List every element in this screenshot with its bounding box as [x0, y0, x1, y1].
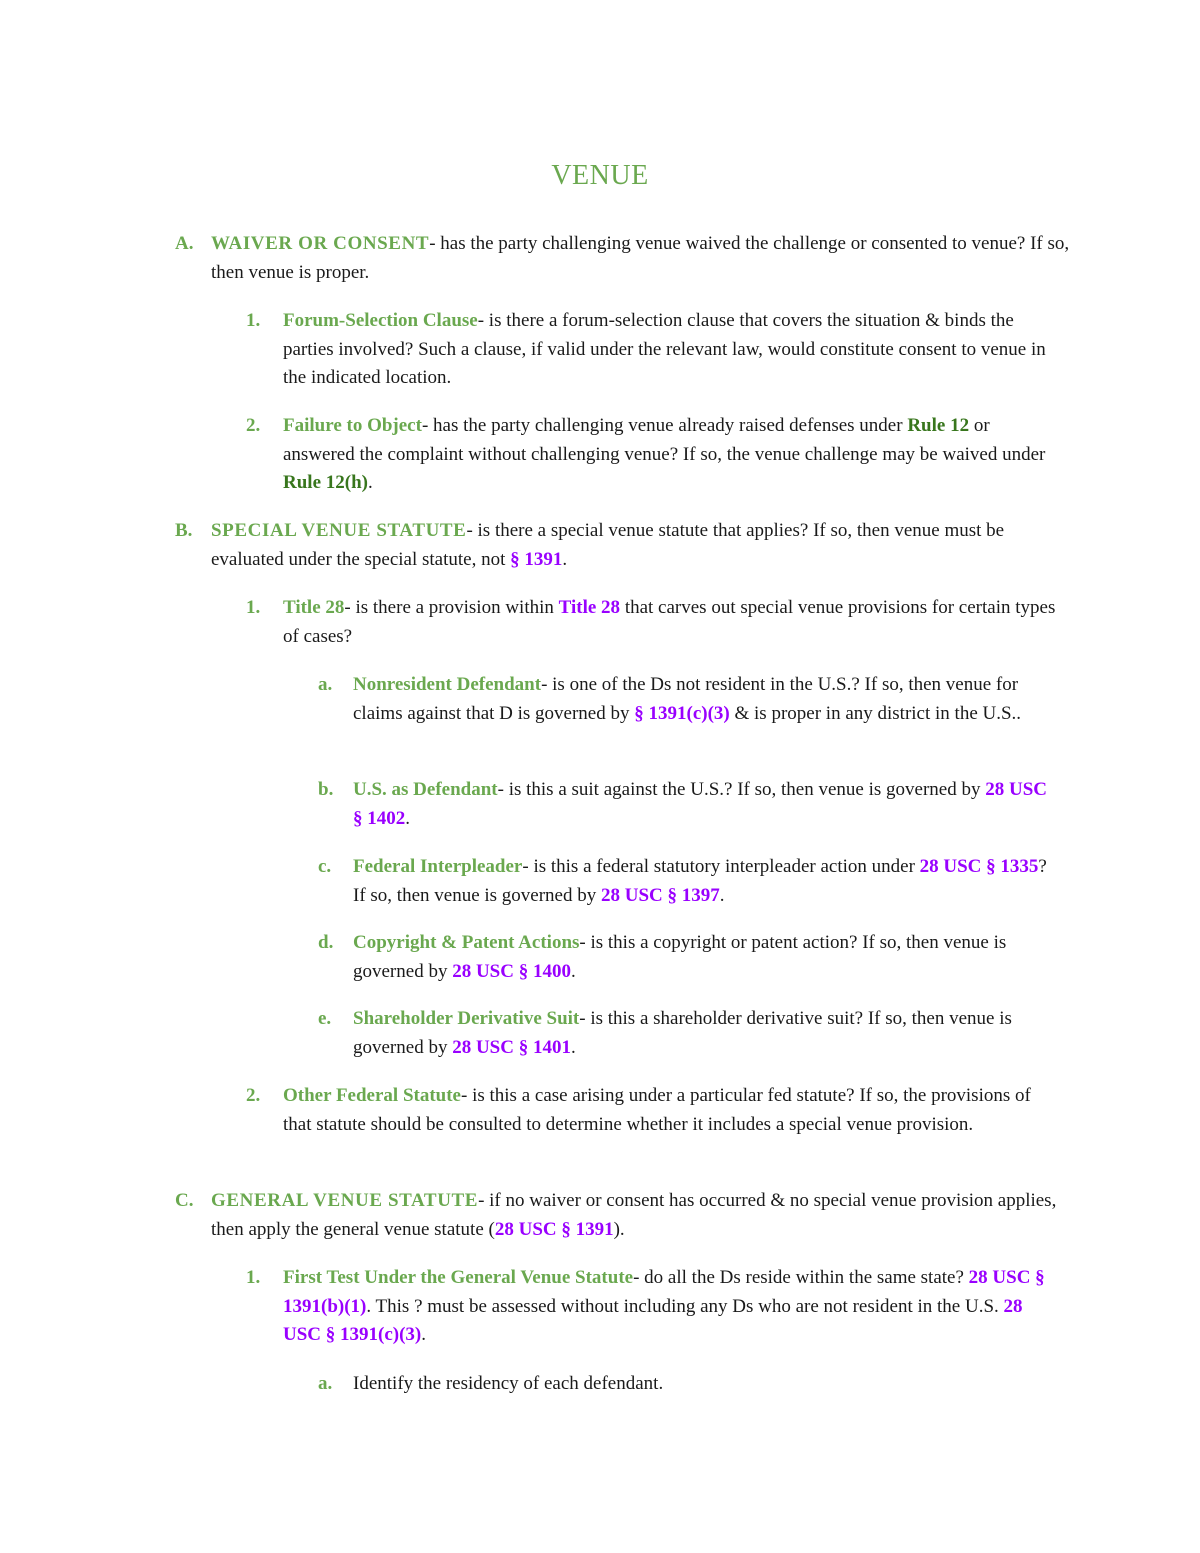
- section-b-sub-c: [318, 853, 1053, 910]
- section-b-sub-d: [318, 929, 1053, 986]
- section-b: [175, 517, 1071, 574]
- section-c-item-1-marker: 1.: [246, 1267, 261, 1288]
- section-b-sub-a: [318, 671, 1053, 728]
- usc-1402-ref: 28 USC § 1402: [353, 779, 1047, 829]
- usc-1391c3-ref: 28 USC § 1391(c)(3): [283, 1295, 1023, 1346]
- section-c-text-2: ).: [613, 1218, 625, 1240]
- section-c-item-1: [246, 1264, 1063, 1350]
- usc-1397-ref: 28 USC § 1397: [601, 884, 720, 906]
- section-b-heading: SPECIAL VENUE STATUTE: [211, 520, 467, 541]
- section-a-marker: A.: [175, 233, 194, 254]
- section-b-sub-a-marker: a.: [318, 674, 333, 695]
- section-b-item-2: [246, 1082, 1063, 1139]
- section-b-text-1: - is there a special venue statute that applies? If so, then venue must be evaluated under the special statute, not: [211, 520, 1005, 570]
- section-b-sub-e-marker: e.: [318, 1008, 332, 1029]
- section-b-item-2-heading: Other Federal Statute: [283, 1085, 461, 1106]
- section-b-sub-d-text-1: - is this a copyright or patent action? If so, then venue is governed by: [353, 932, 1007, 982]
- section-b-sub-d-text-2: .: [570, 960, 576, 982]
- section-b-sub-c-text-3: .: [719, 884, 725, 906]
- section-b-sub-c-text-1: - is this a federal statutory interpleader action under: [522, 856, 920, 877]
- section-c-item-1-text-1: - do all the Ds reside within the same state?: [633, 1267, 969, 1288]
- section-a-item-1: [246, 307, 1063, 393]
- section-b-item-1: [246, 594, 1063, 651]
- section-c-marker: C.: [175, 1190, 194, 1211]
- section-b-sub-d-marker: d.: [318, 932, 334, 953]
- rule-12-ref: Rule 12: [907, 415, 970, 436]
- section-a-heading: WAIVER OR CONSENT: [211, 233, 430, 254]
- section-b-sub-b-marker: b.: [318, 779, 334, 800]
- section-b-marker: B.: [175, 520, 193, 541]
- section-b-item-1-text-2: that carves out special venue provisions for certain types of cases?: [283, 597, 1056, 647]
- section-b-text-2: .: [562, 548, 568, 570]
- usc-1391b1-ref: 28 USC § 1391(b)(1): [283, 1267, 1045, 1317]
- section-a-item-2-text-3: .: [367, 472, 373, 494]
- section-a-item-1-heading: Forum-Selection Clause: [283, 310, 478, 331]
- section-c-text-1: - if no waiver or consent has occurred & no special venue provision applies, then apply the general venue statute (: [211, 1190, 1057, 1240]
- section-a-item-2-text-1: - has the party challenging venue already raised defenses under: [421, 415, 908, 436]
- section-b-sub-a-text-2: & is proper in any district in the U.S..: [729, 702, 1022, 724]
- section-a-item-2-marker: 2.: [246, 415, 261, 436]
- section-a-item-2-text-2: or answered the complaint without challenging venue? If so, the venue challenge may be waived under: [283, 415, 1046, 465]
- section-b-item-1-text-1: - is there a provision within: [344, 597, 559, 618]
- section-b-sub-e-text-2: .: [570, 1036, 576, 1058]
- section-b-sub-a-text-1: - is one of the Ds not resident in the U.S.? If so, then venue for claims against that D is governed by: [353, 674, 1019, 724]
- section-c-item-1-text-3: .: [421, 1324, 427, 1346]
- section-c-heading: GENERAL VENUE STATUTE: [211, 1190, 479, 1211]
- section-b-sub-e-text-1: - is this a shareholder derivative suit? If so, then venue is governed by: [353, 1008, 1012, 1058]
- section-b-sub-b-text-2: .: [405, 807, 410, 829]
- section-b-sub-e-heading: Shareholder Derivative Suit: [353, 1008, 580, 1029]
- section-b-item-2-text: - is this a case arising under a particular fed statute? If so, the provisions of that statute should be consulted to determine whether it includes a special venue provision.: [283, 1085, 1031, 1135]
- usc-1391-ref: 28 USC § 1391: [494, 1218, 614, 1240]
- usc-1401-ref: 28 USC § 1401: [452, 1036, 571, 1058]
- section-a-item-2-heading: Failure to Object: [283, 415, 422, 436]
- section-c-sub-a-text: Identify the residency of each defendant.: [353, 1373, 664, 1394]
- usc-1400-ref: 28 USC § 1400: [452, 960, 571, 982]
- section-b-sub-c-heading: Federal Interpleader: [353, 856, 523, 877]
- section-a: [175, 230, 1071, 287]
- section-a-item-2: [246, 412, 1063, 498]
- section-b-sub-a-heading: Nonresident Defendant: [353, 674, 542, 695]
- section-c-item-1-text-2: . This ? must be assessed without including any Ds who are not resident in the U.S.: [366, 1295, 1004, 1317]
- section-b-sub-b-heading: U.S. as Defendant: [353, 779, 498, 800]
- section-b-sub-b-text-1: - is this a suit against the U.S.? If so, then venue is governed by: [497, 779, 986, 800]
- section-a-item-1-marker: 1.: [246, 310, 261, 331]
- section-b-item-1-heading: Title 28: [283, 597, 345, 618]
- title-28-ref: Title 28: [558, 597, 621, 618]
- section-b-sub-e: [318, 1005, 1053, 1062]
- usc-1335-ref: 28 USC § 1335: [919, 856, 1039, 877]
- section-a-item-1-text: - is there a forum-selection clause that covers the situation & binds the parties involved? Such a clause, if valid under the relevant law, would constitute consent to venue in the indicated location.: [283, 310, 1046, 389]
- section-b-item-1-marker: 1.: [246, 597, 261, 618]
- rule-12h-ref: Rule 12(h): [283, 472, 368, 494]
- section-b-sub-c-marker: c.: [318, 856, 332, 877]
- section-a-text: - has the party challenging venue waived the challenge or consented to venue? If so, then venue is proper.: [211, 233, 1070, 283]
- section-b-sub-d-heading: Copyright & Patent Actions: [353, 932, 580, 953]
- section-b-item-2-marker: 2.: [246, 1085, 261, 1106]
- page-title: VENUE: [551, 160, 649, 191]
- section-b-sub-b: [318, 776, 1053, 833]
- section-c-item-1-heading: First Test Under the General Venue Statute: [283, 1267, 634, 1288]
- section-c-sub-a-marker: a.: [318, 1373, 333, 1394]
- section-b-sub-c-text-2: ? If so, then venue is governed by: [353, 856, 1047, 906]
- section-c: [175, 1187, 1071, 1244]
- section-c-sub-a: [318, 1370, 1053, 1399]
- section-1391c3-ref: § 1391(c)(3): [634, 702, 730, 724]
- section-1391-ref: § 1391: [510, 548, 563, 570]
